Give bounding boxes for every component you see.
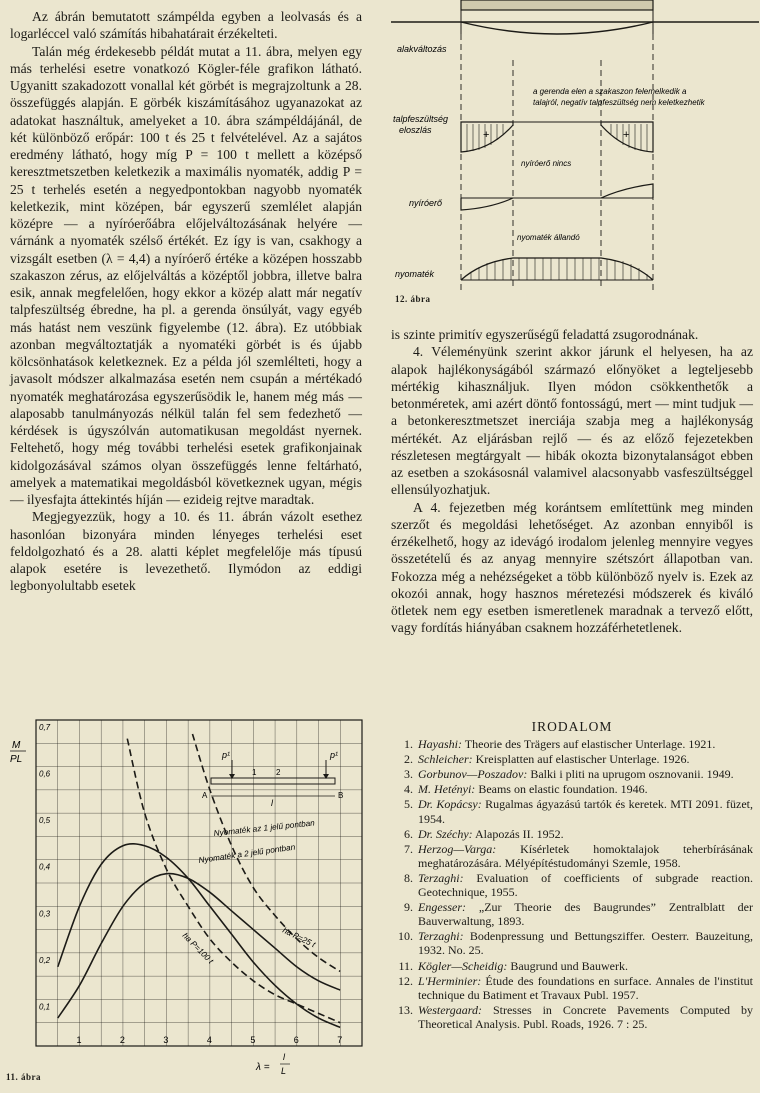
reference-number: 12. <box>398 973 413 988</box>
x-tick-label: 3 <box>163 1035 169 1045</box>
x-tick-label: 6 <box>293 1035 299 1045</box>
fig12-shear-label: nyíróerő <box>409 198 443 208</box>
curve-label-1: Nyomaték az 1 jelű pontban <box>213 818 316 838</box>
reference-number: 11. <box>398 958 413 973</box>
reference-number: 10. <box>398 929 413 944</box>
reference-number: 5. <box>404 797 413 812</box>
reference-author: Kögler—Scheidig: <box>418 958 508 973</box>
reference-text: Kreisplatten auf elastischer Unterlage. 1926. <box>475 752 690 767</box>
fig12-note-line1: a gerenda elen a szakaszon felemelkedik a <box>533 87 687 96</box>
x-tick-label: 7 <box>337 1035 343 1045</box>
paragraph: is szinte primitív egyszerűségű feladattá zsugorodnának. <box>391 327 699 342</box>
reference-author: Dr. Széchy: <box>418 826 473 841</box>
reference-author: M. Hetényi: <box>418 782 476 797</box>
svg-text:l: l <box>283 1052 285 1062</box>
beam-length: l <box>271 798 273 808</box>
curve-label-2: Nyomaték a 2 jelű pontban <box>198 842 296 865</box>
left-text-column <box>10 8 362 595</box>
svg-text:L: L <box>281 1066 287 1076</box>
reference-author: Herzog—Varga: <box>418 841 497 856</box>
beam-point-2: 2 <box>276 768 281 777</box>
reference-author: L'Herminier: <box>418 973 482 988</box>
x-tick-label: 4 <box>206 1035 212 1045</box>
reference-text: Alapozás II. 1952. <box>475 826 564 841</box>
y-tick-label: 0,6 <box>39 769 51 779</box>
reference-author: Terzaghi: <box>418 929 464 944</box>
reference-text: Baugrund und Bauwerk. <box>510 958 628 973</box>
reference-text: Beams on elastic foundation. 1946. <box>478 782 648 797</box>
y-tick-label: 0,1 <box>39 1002 51 1012</box>
reference-number: 2. <box>404 752 413 767</box>
reference-item <box>391 929 753 957</box>
reference-author: Westergaard: <box>418 1002 482 1017</box>
x-tick-label: 2 <box>119 1035 125 1045</box>
reference-author: Dr. Kopácsy: <box>418 797 482 812</box>
reference-item <box>391 752 753 766</box>
fig12-shear-zero-label: nyíróerő nincs <box>521 159 572 168</box>
y-tick-label: 0,5 <box>39 816 51 826</box>
reference-item <box>391 737 753 751</box>
reference-number: 8. <box>404 870 413 885</box>
reference-text: Balki i pliti na uprugom osznovanii. 1949. <box>530 767 734 782</box>
y-axis-label-top: M <box>12 740 21 751</box>
y-axis-label-bottom: PL <box>10 754 23 765</box>
x-tick-label: 5 <box>250 1035 256 1045</box>
beam-p-left: p¹ <box>222 750 231 760</box>
reference-item <box>391 974 753 1002</box>
reference-text: „Zur Theorie des Baugrundes” Zentralblatt der Bauverwaltung, 1893. <box>418 900 753 929</box>
fig12-moment-label: nyomaték <box>395 269 435 279</box>
reference-item <box>391 959 753 973</box>
reference-number: 6. <box>404 826 413 841</box>
series-line-4 <box>127 739 340 1023</box>
reference-text: Stresses in Concrete Pavements Computed by Theoretical Analysis. Publ. Roads, 1926. 7 : 25. <box>418 1002 753 1031</box>
reference-number: 13. <box>398 1002 413 1017</box>
svg-text:+: + <box>483 129 490 141</box>
beam-point-1: 1 <box>252 768 257 777</box>
reference-text: Theorie des Trägers auf elastischer Unterlage. 1921. <box>464 737 716 752</box>
references-heading: IRODALOM <box>531 719 613 734</box>
svg-text:λ =: λ = <box>256 1062 270 1073</box>
curve-label-3: ha P=25 t <box>281 925 317 950</box>
y-tick-label: 0,7 <box>39 723 51 732</box>
reference-item <box>391 871 753 899</box>
reference-text: Rugalmas ágyazású tartók és keretek. MTI 2091. füzet, 1954. <box>418 797 754 826</box>
paragraph: 4. Véleményünk szerint akkor járunk el helyesen, ha az alapok hajlékonyságából származó előnyöket a legteljesebb mértékig kihasználjuk. Ilyen módon csökkenthetők a betonméretek, ami azért döntő fontosságú, mert — mint tudjuk — a betonkeresztmetszet inerciája szabja meg a hajlékonyság mértékét. Az eljárásban rejlő — és az előző fejezetekben részletesen megtárgyalt — hibák okozta bizonytalanságot ebben az esetben a szokásosnál valamivel alacsonyabb vasfeszültséggel ellensúlyozhatjuk. <box>391 344 753 498</box>
reference-number: 7. <box>404 841 413 856</box>
reference-author: Engesser: <box>418 900 466 915</box>
svg-text:+: + <box>623 129 630 141</box>
y-tick-label: 0,2 <box>39 955 51 965</box>
y-tick-label: 0,3 <box>39 909 51 919</box>
reference-item <box>391 842 753 870</box>
reference-author: Terzaghi: <box>418 870 464 885</box>
beam-inset <box>202 750 343 808</box>
fig12-note-line2: talajról, negatív talpfeszültség nem keletkezhetik <box>533 98 705 107</box>
paragraph: Az ábrán bemutatott számpélda egyben a leolvasás és a logarléccel való számítás hibahatárait érzékelteti. <box>10 9 362 42</box>
right-text-column <box>391 326 753 637</box>
figure-12-caption: 12. ábra <box>395 294 431 304</box>
reference-text: Bodenpressung und Bettungsziffer. Oesterr. Bauzeitung, 1932. No. 25. <box>418 929 754 958</box>
y-tick-label: 0,4 <box>39 862 51 872</box>
paragraph: A 4. fejezetben még korántsem említettünk meg minden szerzőt és megoldási lehetőséget. Az azonban ennyiből is érzékelhető, hogy az idevágó irodalom jelenleg mennyire vegyes összetételű és az anyag mennyire szétszórt állapotban van. Fokozza még a nehézségeket a több különböző nyelv is. Ezek az okozói annak, hogy hasznos méretezési módszerek és kiváló ötletek nem egy esetben ismeretlenek maradnak a tervező előtt, vagy fordítás hiányában csaknem hozzáférhetetlenek. <box>391 499 753 636</box>
reference-number: 3. <box>404 767 413 782</box>
x-axis-label <box>255 1052 290 1076</box>
reference-number: 4. <box>404 782 413 797</box>
reference-text: Étude des foundations en surface. Annales de l'institut technique du Batiment et Travaux Publ. 1957. <box>418 973 754 1002</box>
reference-author: Schleicher: <box>418 752 473 767</box>
figure-11-caption: 11. ábra <box>6 1072 42 1082</box>
reference-item <box>391 900 753 928</box>
beam-support-b: B <box>338 791 344 800</box>
reference-item <box>391 767 753 781</box>
reference-item <box>391 1003 753 1031</box>
reference-number: 1. <box>404 737 413 752</box>
reference-text: Evaluation of coefficients of subgrade reaction. Geotechnique, 1955. <box>418 870 753 900</box>
paragraph: Talán még érdekesebb példát mutat a 11. ábra, melyen egy más terhelési esetre vonatkozó Kögler-féle grafikon látható. Ugyanitt szakadozott vonallal két görbét is megrajzoltunk a 28. összefüggés alapján. E görbék kiszámításához ugyanazokat az adatokat használtuk, amelyeket a 10. ábra számpéldájánál, de két különböző erőpár: 100 t és 25 t felvételével. Az a sajátos eredmény látható, hogy míg P = 100 t mellett a középső keresztmetszetben keletkezik a maximális nyomaték, addig P = 25 t terhelés esetén a negyedpontokban nagyobb nyomaték keletkezik, mint középen, bár egyszerű szemlélet alapján középre — a nyíróerőábra előjelváltozásának helyére — várnánk a nyomaték szélső értékét. Ez így is van, csakhogy a vizsgált esetben (λ = 4,4) a nyíróerő értéke a középen hosszabb szakaszon zérus, az előjelváltás a középtől jobbra, illetve balra esik, annak megfelelően, hogy ekkor a közép alatt már negatív talpfeszültség ébredne, ha pl. a gerenda önsúlyát, vagy egyéb más hatást nem veszünk figyelembe (12. ábra). Ez utóbbiak azonban megváltoztatják a nyomatéki görbét is és újabb kölcsönhatások keletkeznek. Ez a példa jól szemlélteti, hogy a javasolt módszer alkalmazása esetén nem csupán a mértékadó nyomaték meghatározása egyszerűsödik le, hanem még más — alaposabb tanulmányozás nélkül talán fel sem fedezhető — kérdések is úgyszólván automatikusan megoldást nyernek. Feltehető, hogy még további terhelési esetek grafikonjainak kidolgozásával számos olyan összefüggés lenne feltárható, amelyek a matematikai megoldásból következnek ugyan, mégis — ilyesfajta áttekintés híján — ezideig rejtve maradtak. <box>10 43 362 507</box>
reference-item <box>391 782 753 796</box>
curve-label-4: ha P=100 t <box>180 931 216 966</box>
figure-12-diagram <box>391 0 759 300</box>
reference-author: Hayashi: <box>418 737 462 752</box>
references-section <box>391 720 753 1032</box>
fig12-moment-const-label: nyomaték állandó <box>517 233 580 242</box>
paragraph: Megjegyezzük, hogy a 10. és 11. ábrán vázolt esethez hasonlóan bizonyára minden lényeges terhelési eset feldolgozható és a 28. alatti képlet megfelelője más típusú alapok esetére is levezethető. Ilymódon az eddigi legbonyolultabb esetek <box>10 509 362 594</box>
references-list <box>391 737 753 1031</box>
figure-11-chart <box>4 708 376 1078</box>
fig12-stress-label: talpfeszültség <box>393 114 449 124</box>
fig12-ground-label: alakváltozás <box>397 44 447 54</box>
reference-number: 9. <box>404 900 413 915</box>
beam-support-a: A <box>202 791 208 800</box>
beam-p-right: p¹ <box>330 750 339 760</box>
reference-item <box>391 797 753 825</box>
x-tick-label: 1 <box>76 1035 82 1045</box>
fig12-stress-label2: eloszlás <box>399 125 432 135</box>
reference-item <box>391 827 753 841</box>
reference-text: Kísérletek homoktalajok teherbírásának meghatározására. Mélyépítéstudományi Szemle, 1958. <box>418 841 754 870</box>
reference-author: Gorbunov—Poszadov: <box>418 767 528 782</box>
